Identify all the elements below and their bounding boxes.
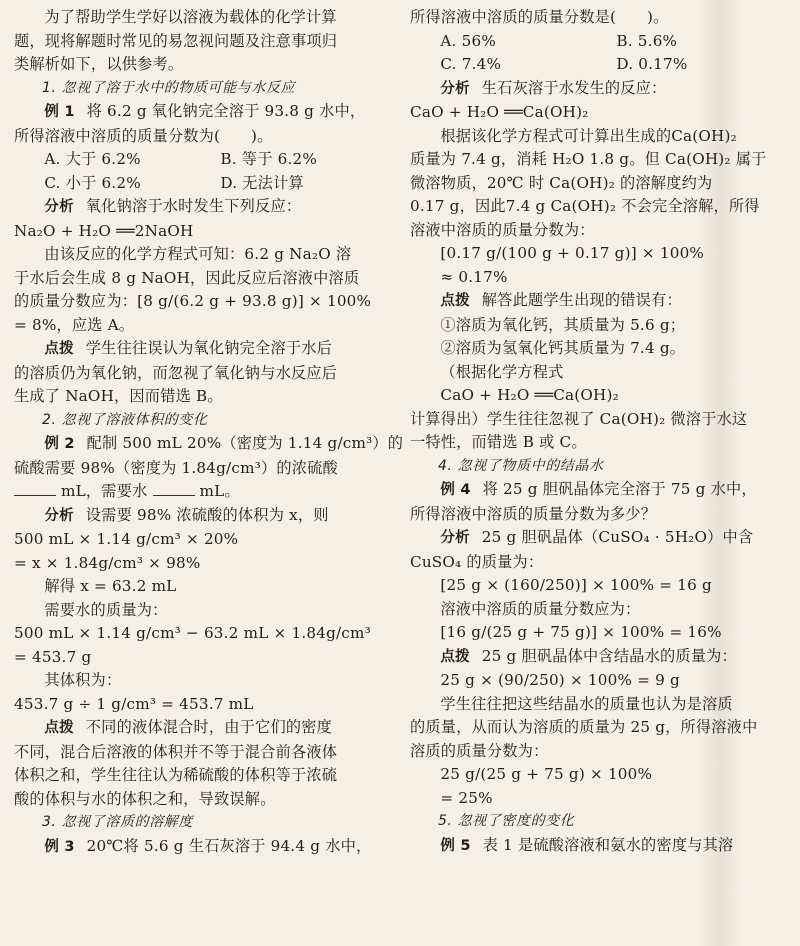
text-line: 溶质的质量分数为： bbox=[410, 741, 549, 760]
text-line: （根据化学方程式 bbox=[440, 362, 564, 381]
text-line: 的溶质仍为氧化钠，而忽视了氧化钠与水反应后 bbox=[14, 363, 338, 382]
example-label: 例 1 bbox=[44, 104, 75, 120]
analysis-line bbox=[14, 195, 382, 220]
tip-label: 点拨 bbox=[44, 720, 74, 736]
text: 设需要 98% 浓硫酸的体积为 x，则 bbox=[85, 505, 329, 524]
option-row bbox=[410, 30, 778, 54]
equation: [0.17 g/(100 g + 0.17 g)] × 100% bbox=[440, 244, 705, 262]
text-line: 的质量分数应为：[8 g/(6.2 g + 93.8 g)] × 100% bbox=[14, 292, 372, 310]
text-line: 计算得出）学生往往忽视了 Ca(OH)₂ 微溶于水这 bbox=[410, 409, 748, 428]
example-label: 例 2 bbox=[44, 436, 75, 452]
equation: Na₂O + H₂O ══2NaOH bbox=[14, 221, 194, 240]
text-line bbox=[14, 480, 382, 504]
analysis-label: 分析 bbox=[44, 199, 74, 215]
text: 25 g 胆矾晶体（CuSO₄ · 5H₂O）中含 bbox=[481, 528, 754, 546]
text-line: 酸的体积与水的体积之和，导致误解。 bbox=[14, 789, 276, 808]
example-5-line bbox=[410, 834, 778, 859]
tip-line bbox=[410, 289, 778, 314]
text: 25 g 胆矾晶体中含结晶水的质量为： bbox=[481, 646, 737, 665]
option-c: C. 小于 6.2% bbox=[44, 173, 141, 192]
text-line: ①溶质为氧化钙，其质量为 5.6 g； bbox=[440, 315, 686, 334]
example-3-line bbox=[14, 835, 382, 860]
example-label: 例 5 bbox=[440, 837, 471, 854]
equation: = 453.7 g bbox=[14, 647, 92, 666]
equation: [16 g/(25 g + 75 g)] × 100% = 16% bbox=[440, 623, 722, 641]
answer-blank bbox=[153, 481, 195, 496]
text-line: 所得溶液中溶质的质量分数为多少？ bbox=[410, 504, 657, 523]
equation: 453.7 g ÷ 1 g/cm³ = 453.7 mL bbox=[14, 694, 254, 713]
text: 配制 500 mL 20%（密度为 1.14 g/cm³）的 bbox=[86, 434, 404, 452]
text-line: 溶液中溶质的质量分数为： bbox=[410, 220, 595, 239]
option-b: B. 5.6% bbox=[616, 31, 678, 50]
text-line: 体积之和，学生往往认为稀硫酸的体积等于浓硫 bbox=[14, 766, 338, 784]
equation: = x × 1.84g/cm³ × 98% bbox=[14, 553, 201, 572]
example-1-line bbox=[14, 100, 382, 125]
equation: [25 g × (160/250)] × 100% = 16 g bbox=[440, 576, 712, 594]
text: 20℃将 5.6 g 生石灰溶于 94.4 g 水中， bbox=[86, 836, 372, 855]
text-line: 溶液中溶质的质量分数应为： bbox=[440, 599, 641, 618]
option-a: A. 大于 6.2% bbox=[44, 150, 141, 168]
section-heading-3: 3. 忽视了溶质的溶解度 bbox=[42, 814, 194, 830]
section-heading-4: 4. 忽视了物质中的结晶水 bbox=[438, 457, 604, 474]
option-d: D. 0.17% bbox=[616, 55, 688, 73]
text-line: CuSO₄ 的质量为： bbox=[410, 552, 544, 571]
tip-label: 点拨 bbox=[44, 341, 74, 357]
equation: CaO + H₂O ══Ca(OH)₂ bbox=[410, 103, 589, 121]
text: 将 25 g 胆矾晶体完全溶于 75 g 水中， bbox=[482, 480, 757, 498]
section-heading-2: 2. 忽视了溶液体积的变化 bbox=[42, 411, 208, 428]
tip-label: 点拨 bbox=[440, 648, 470, 665]
text-line: 需要水的质量为： bbox=[44, 600, 168, 619]
text-line: 于水后会生成 8 g NaOH，因此反应后溶液中溶质 bbox=[14, 268, 360, 287]
text-line: 其体积为： bbox=[44, 671, 122, 689]
equation: = 25% bbox=[440, 788, 493, 807]
text-line: 所得溶液中溶质的质量分数为( )。 bbox=[14, 126, 273, 145]
text-line: = 8%，应选 A。 bbox=[14, 315, 135, 334]
option-row bbox=[410, 53, 778, 77]
analysis-label: 分析 bbox=[44, 507, 74, 524]
text: 表 1 是硫酸溶液和氨水的密度与其溶 bbox=[482, 835, 734, 854]
equation: CaO + H₂O ══Ca(OH)₂ bbox=[440, 386, 619, 404]
intro-line: 类解析如下，以供参考。 bbox=[14, 55, 184, 73]
example-2-line bbox=[14, 432, 404, 457]
text-line: 生成了 NaOH，因而错选 B。 bbox=[14, 387, 223, 405]
text-line: 质量为 7.4 g，消耗 H₂O 1.8 g。但 Ca(OH)₂ 属于 bbox=[410, 150, 767, 168]
text: 氧化钠溶于水时发生下列反应： bbox=[85, 197, 302, 215]
analysis-line bbox=[410, 77, 778, 102]
text-line: 的质量，从而认为溶质的质量为 25 g，所得溶液中 bbox=[410, 718, 758, 736]
text-line: 微溶物质，20℃ 时 Ca(OH)₂ 的溶解度约为 bbox=[410, 173, 713, 192]
example-label: 例 4 bbox=[440, 482, 471, 498]
tip-label: 点拨 bbox=[440, 293, 470, 309]
example-label: 例 3 bbox=[44, 838, 75, 855]
text-line: 一特性，而错选 B 或 C。 bbox=[410, 433, 587, 451]
text: 学生往往误认为氧化钠完全溶于水后 bbox=[85, 339, 332, 357]
section-heading-5: 5. 忽视了密度的变化 bbox=[438, 813, 575, 829]
text: mL，需要水 bbox=[61, 482, 148, 500]
analysis-label: 分析 bbox=[440, 80, 470, 97]
text-line: 不同，混合后溶液的体积并不等于混合前各液体 bbox=[14, 742, 338, 761]
option-b: B. 等于 6.2% bbox=[220, 150, 317, 168]
equation: 500 mL × 1.14 g/cm³ − 63.2 mL × 1.84g/cm³ bbox=[14, 624, 371, 642]
right-column bbox=[410, 6, 778, 858]
equation: 500 mL × 1.14 g/cm³ × 20% bbox=[14, 530, 239, 548]
option-a: A. 56% bbox=[440, 31, 496, 50]
text-line: 学生往往把这些结晶水的质量也认为是溶质 bbox=[440, 694, 733, 713]
answer-blank bbox=[14, 481, 56, 496]
text: 不同的液体混合时，由于它们的密度 bbox=[85, 718, 332, 736]
text: 解答此题学生出现的错误有： bbox=[481, 291, 682, 309]
tip-line bbox=[14, 337, 382, 362]
example-4-line bbox=[410, 478, 778, 503]
text-line: 所得溶液中溶质的质量分数是( )。 bbox=[410, 8, 669, 26]
text-line: 解得 x = 63.2 mL bbox=[44, 577, 177, 595]
text-line: 由该反应的化学方程式可知：6.2 g Na₂O 溶 bbox=[44, 245, 352, 263]
text-line: 0.17 g，因此7.4 g Ca(OH)₂ 不会完全溶解，所得 bbox=[410, 197, 760, 215]
text: 生石灰溶于水发生的反应： bbox=[481, 78, 667, 97]
text-line: 硫酸需要 98%（密度为 1.84g/cm³）的浓硫酸 bbox=[14, 458, 338, 477]
option-row bbox=[14, 148, 382, 172]
analysis-label: 分析 bbox=[440, 530, 470, 546]
left-column bbox=[14, 6, 404, 859]
text: mL。 bbox=[199, 482, 240, 500]
equation: 25 g × (90/250) × 100% = 9 g bbox=[440, 671, 680, 689]
text: 将 6.2 g 氧化钠完全溶于 93.8 g 水中， bbox=[86, 102, 366, 120]
option-row bbox=[14, 172, 382, 196]
text-line: 根据该化学方程式可计算出生成的Ca(OH)₂ bbox=[440, 126, 737, 145]
option-c: C. 7.4% bbox=[440, 55, 502, 73]
tip-line bbox=[410, 645, 778, 670]
equation: ≈ 0.17% bbox=[440, 267, 508, 286]
analysis-line bbox=[14, 504, 382, 529]
tip-line bbox=[14, 716, 382, 741]
option-d: D. 无法计算 bbox=[220, 173, 304, 192]
intro-line: 为了帮助学生学好以溶液为载体的化学计算 bbox=[44, 8, 337, 26]
equation: 25 g/(25 g + 75 g) × 100% bbox=[440, 765, 653, 783]
section-heading-1: 1. 忽视了溶于水中的物质可能与水反应 bbox=[42, 79, 296, 96]
analysis-line bbox=[410, 526, 778, 551]
text-line: ②溶质为氢氧化钙其质量为 7.4 g。 bbox=[440, 339, 686, 357]
intro-line: 题，现将解题时常见的易忽视问题及注意事项归 bbox=[14, 31, 338, 50]
